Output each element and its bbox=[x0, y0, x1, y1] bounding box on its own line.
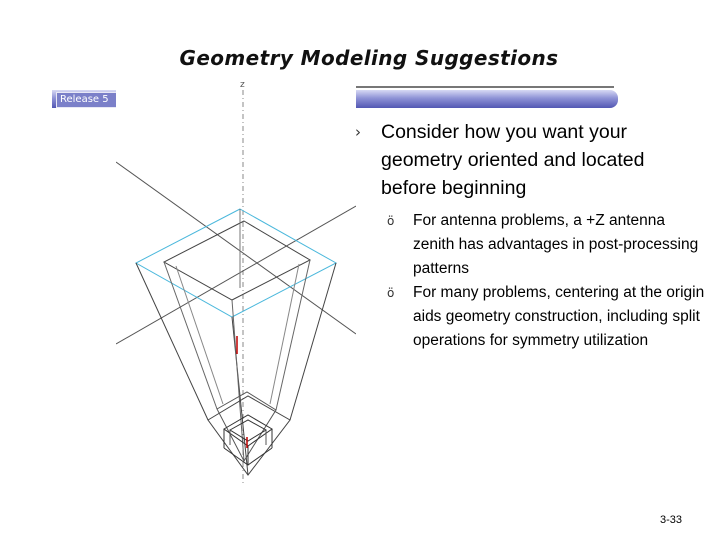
page-number: 3-33 bbox=[660, 514, 683, 526]
geometry-figure bbox=[116, 74, 356, 494]
sub-bullet-text: For many problems, centering at the origin aids geometry construction, including split operations for symmetry utilization bbox=[413, 284, 705, 349]
z-axis-label: z bbox=[240, 80, 245, 90]
y-axis bbox=[116, 162, 356, 334]
x-axis bbox=[116, 206, 356, 344]
sub-bullet-icon: ö bbox=[387, 214, 395, 228]
slide-title: Geometry Modeling Suggestions bbox=[179, 46, 559, 70]
bullet-main-text: Consider how you want your geometry oriented and located before beginning bbox=[381, 121, 645, 199]
main-bullet-icon: › bbox=[355, 123, 361, 141]
horn-wireframe bbox=[116, 74, 356, 494]
sub-bullet-2 bbox=[355, 281, 705, 353]
sub-bullet-list bbox=[355, 209, 705, 353]
bullet-main bbox=[355, 118, 705, 202]
bullet-list bbox=[355, 118, 705, 353]
sub-bullet-1 bbox=[355, 209, 705, 281]
sub-bullet-icon: ö bbox=[387, 286, 395, 300]
release-tab: Release 5 bbox=[56, 92, 120, 108]
sub-bullet-text: For antenna problems, a +Z antenna zenith has advantages in post-processing patterns bbox=[413, 212, 699, 277]
